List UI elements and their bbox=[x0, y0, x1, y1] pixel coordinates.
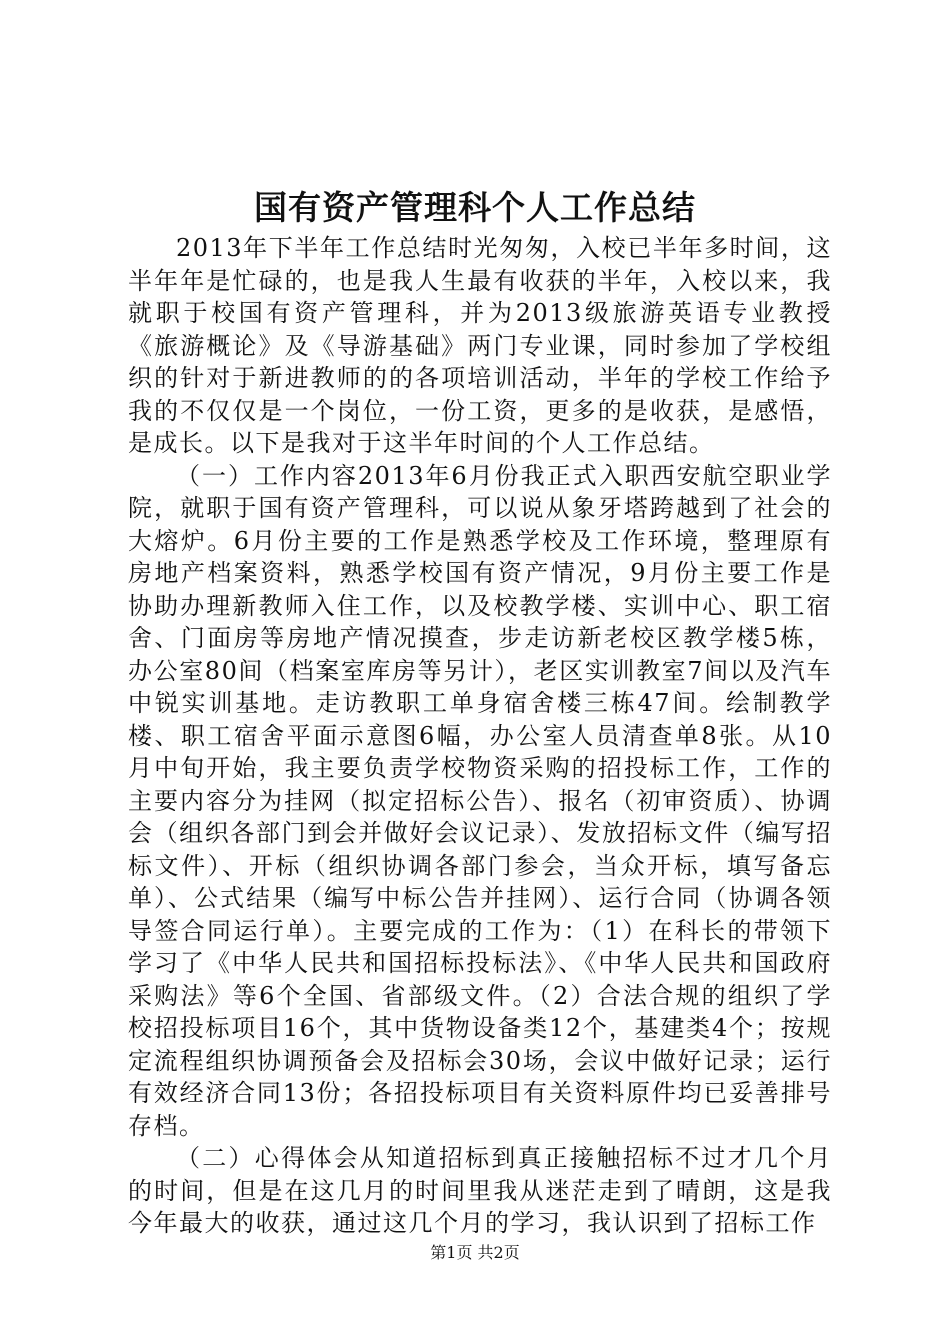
paragraph-intro: 2013年下半年工作总结时光匆匆，入校已半年多时间，这半年年是忙碌的，也是我人生最有收获的半年，入校以来，我就职于校国有资产管理科，并为2013级旅游英语专业教授《旅游概论》及《导游基础》两门专业课，同时参加了学校组织的针对于新进教师的的各项培训活动，半年的学校工作给予我的不仅仅是一个岗位，一份工资，更多的是收获，是感悟，是成长。以下是我对于这半年时间的个人工作总结。 bbox=[128, 234, 832, 457]
paragraph-experience: （二）心得体会从知道招标到真正接触招标不过才几个月的时间，但是在这几月的时间里我从迷茫走到了晴朗，这是我今年最大的收获，通过这几个月的学习，我认识到了招标工作 bbox=[128, 1144, 832, 1237]
paragraph-work-content: （一）工作内容2013年6月份我正式入职西安航空职业学院，就职于国有资产管理科，可以说从象牙塔跨越到了社会的大熔炉。6月份主要的工作是熟悉学校及工作环境，整理原有房地产档案资料，熟悉学校国有资产情况，9月份主要工作是协助办理新教师入住工作，以及校教学楼、实训中心、职工宿舍、门面房等房地产情况摸查，步走访新老校区教学楼5栋，办公室80间（档案室库房等另计），老区实训教室7间以及汽车中锐实训基地。走访教职工单身宿舍楼三栋47间。绘制教学楼、职工宿舍平面示意图6幅，办公室人员清查单8张。从10月中旬开始，我主要负责学校物资采购的招投标工作，工作的主要内容分为挂网（拟定招标公告）、报名（初审资质）、协调会（组织各部门到会并做好会议记录）、发放招标文件（编写招标文件）、开标（组织协调各部门参会，当众开标，填写备忘单）、公式结果（编写中标公告并挂网）、运行合同（协调各领导签合同运行单）。主要完成的工作为：（1）在科长的带领下学习了《中华人民共和国招标投标法》、《中华人民共和国政府采购法》等6个全国、省部级文件。（2）合法合规的组织了学校招投标项目16个，其中货物设备类12个，基建类4个；按规定流程组织协调预备会及招标会30场，会议中做好记录；运行有效经济合同13份；各招投标项目有关资料原件均已妥善排号存档。 bbox=[128, 461, 832, 1140]
page-number-footer: 第1页 共2页 bbox=[430, 1243, 520, 1262]
document-body bbox=[128, 232, 832, 1240]
document-title: 国有资产管理科个人工作总结 bbox=[254, 188, 696, 227]
